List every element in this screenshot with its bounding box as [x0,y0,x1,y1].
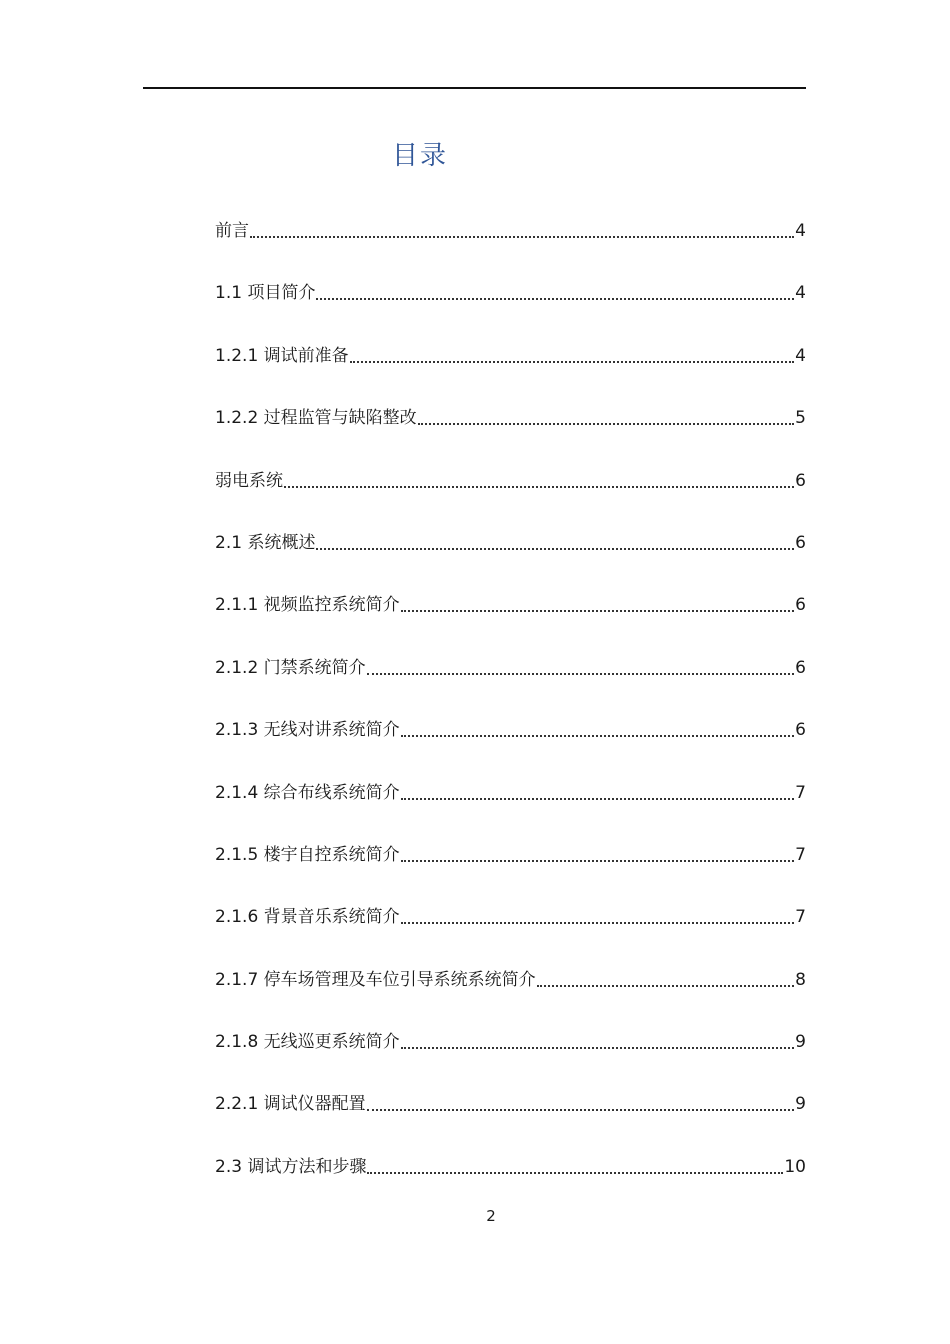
dot-leader [401,610,795,612]
toc-entry-page: 6 [795,532,806,553]
toc-entry-label: 2.2.1 调试仪器配置 [215,1094,366,1115]
toc-entry-label: 2.1.3 无线对讲系统简介 [215,720,400,741]
dot-leader [418,423,795,425]
dot-leader [316,548,794,550]
dot-leader [350,361,795,363]
page-number: 2 [486,1207,496,1225]
toc-entry-label: 2.1.7 停车场管理及车位引导系统系统简介 [215,969,536,990]
dot-leader [367,1172,783,1174]
toc-entry-label: 2.1.4 综合布线系统简介 [215,782,400,803]
toc-entry-page: 6 [795,720,806,741]
toc-entry[interactable] [215,620,806,682]
toc-entry-label: 1.2.1 调试前准备 [215,345,349,366]
toc-entry-page: 10 [784,1156,806,1177]
toc-entry-label: 2.1.6 背景音乐系统简介 [215,907,400,928]
toc-entry-label: 1.1 项目简介 [215,283,316,304]
toc-entry[interactable] [215,371,806,433]
toc-title: 目录 [391,141,448,171]
toc-entry-label: 2.1 系统概述 [215,532,316,553]
toc-entry[interactable] [215,1057,806,1119]
toc-entry-page: 4 [795,221,806,241]
dot-leader [367,673,795,675]
toc-entry-page: 4 [795,283,806,304]
toc-entry-page: 7 [795,844,806,865]
dot-leader [401,860,795,862]
toc-entry[interactable] [215,433,806,495]
toc-entry-page: 5 [795,408,806,429]
dot-leader [250,236,794,238]
toc-entry-page: 7 [795,907,806,928]
toc-entry[interactable] [215,932,806,994]
header-rule [143,87,806,89]
dot-leader [401,798,795,800]
toc-entry[interactable] [215,496,806,558]
toc-entry-page: 7 [795,782,806,803]
toc-entry[interactable] [215,683,806,745]
toc-entry[interactable] [215,995,806,1057]
toc-entry-label: 弱电系统 [215,470,283,491]
toc-entry-label: 1.2.2 过程监管与缺陷整改 [215,408,417,429]
dot-leader [401,1047,795,1049]
toc-entry[interactable] [215,558,806,620]
toc-entry-page: 9 [795,1032,806,1053]
dot-leader [316,298,794,300]
toc-entry-page: 6 [795,657,806,678]
toc-entry-label: 2.1.8 无线巡更系统简介 [215,1032,400,1053]
toc-entry-label: 前言 [215,221,249,241]
dot-leader [401,735,795,737]
toc-entry-page: 8 [795,969,806,990]
dot-leader [367,1109,795,1111]
dot-leader [537,985,795,987]
toc-entry[interactable] [215,745,806,807]
toc-entry-page: 6 [795,595,806,616]
toc-entry[interactable] [215,870,806,932]
dot-leader [284,486,794,488]
toc-entry[interactable] [215,246,806,308]
dot-leader [401,922,795,924]
toc-entry-page: 4 [795,345,806,366]
toc-entry-label: 2.3 调试方法和步骤 [215,1156,367,1177]
toc-entry-label: 2.1.5 楼宇自控系统简介 [215,844,400,865]
toc-entry[interactable] [215,214,806,246]
toc-entry-label: 2.1.2 门禁系统简介 [215,657,366,678]
toc-entry[interactable] [215,1119,806,1181]
toc-entry-page: 6 [795,470,806,491]
table-of-contents [215,214,806,1182]
toc-entry[interactable] [215,308,806,370]
toc-entry[interactable] [215,808,806,870]
toc-entry-page: 9 [795,1094,806,1115]
toc-entry-label: 2.1.1 视频监控系统简介 [215,595,400,616]
